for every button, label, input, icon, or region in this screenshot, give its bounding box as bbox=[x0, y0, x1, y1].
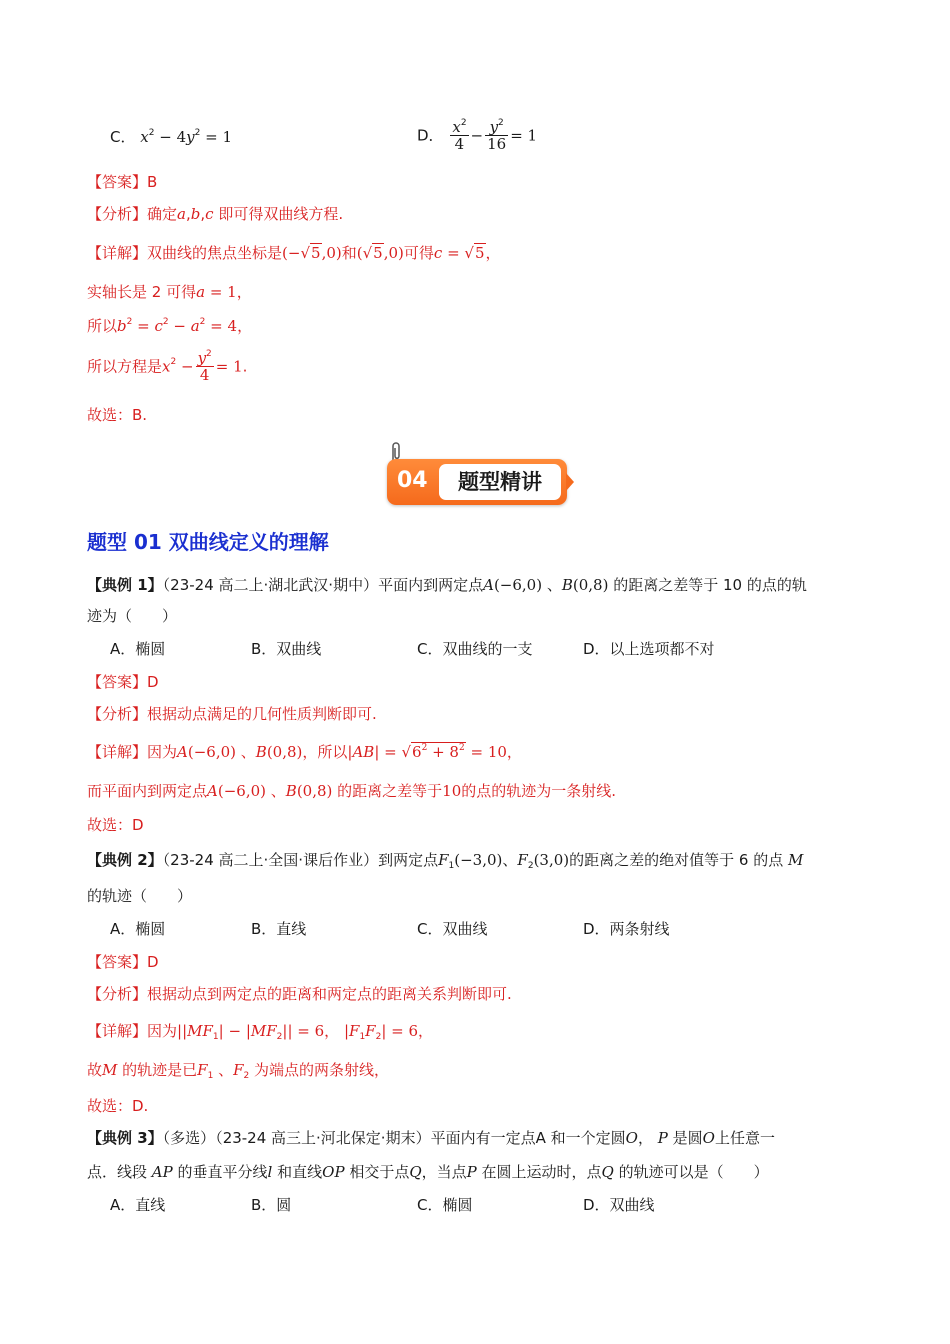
example-2-option-b: B．直线 bbox=[251, 920, 307, 938]
example-3-option-a: A．直线 bbox=[110, 1196, 166, 1214]
example-3-question-cont: 点．线段 AP 的垂直平分线l 和直线OP 相交于点Q，当点P 在圆上运动时，点Q 的轨迹可以是（ ） bbox=[87, 1163, 769, 1181]
detail-line: 而平面内到两定点A(−6,0) 、B(0,8) 的距离之差等于10的点的轨迹为一条射线. bbox=[87, 782, 617, 800]
example-3-question: 【典例 3】（多选）（23-24 高三上·河北保定·期末）平面内有一定点A 和一个定圆O， P 是圆O上任意一 bbox=[87, 1129, 775, 1147]
conclusion-line: 故选：B. bbox=[87, 406, 148, 424]
example-1-option-a: A．椭圆 bbox=[110, 640, 166, 658]
conclusion-line: 故选：D. bbox=[87, 1097, 149, 1115]
section-badge bbox=[382, 440, 572, 510]
detail-line: 实轴长是 2 可得a = 1， bbox=[87, 283, 252, 301]
detail-line: 故M 的轨迹是已$F_1$ 、$F_2$ 为端点的两条射线， bbox=[87, 1061, 390, 1081]
detail-line: 【详解】双曲线的焦点坐标是(−√5,0)和(√5,0)可得c = √5， bbox=[87, 244, 501, 262]
analysis-line: 【分析】根据动点到两定点的距离和两定点的距离关系判断即可. bbox=[87, 985, 512, 1003]
example-3-option-c: C．椭圆 bbox=[417, 1196, 473, 1214]
example-1-question-cont: 迹为（ ） bbox=[87, 607, 178, 625]
answer-line: 【答案】D bbox=[87, 673, 159, 691]
analysis-line: 【分析】确定a,b,c 即可得双曲线方程. bbox=[87, 205, 344, 223]
badge-number: 04 bbox=[397, 468, 428, 493]
option-c-top: C． $x^2 - 4y^2 = 1$ bbox=[110, 128, 232, 146]
example-1-question: 【典例 1】（23-24 高二上·湖北武汉·期中）平面内到两定点A(−6,0) 、B(0,8) 的距离之差等于 10 的点的轨 bbox=[87, 576, 807, 594]
conclusion-line: 故选：D bbox=[87, 816, 144, 834]
detail-line: 【详解】因为$||MF_1| - |MF_2|| = 6$， $|F_1F_2| = 6$， bbox=[87, 1022, 434, 1042]
example-1-option-c: C．双曲线的一支 bbox=[417, 640, 533, 658]
example-3-option-d: D．双曲线 bbox=[583, 1196, 655, 1214]
example-2-option-a: A．椭圆 bbox=[110, 920, 166, 938]
example-3-option-b: B．圆 bbox=[251, 1196, 292, 1214]
example-2-option-d: D．两条射线 bbox=[583, 920, 670, 938]
example-1-option-d: D．以上选项都不对 bbox=[583, 640, 715, 658]
example-2-question-cont: 的轨迹（ ） bbox=[87, 887, 193, 905]
example-2-question: 【典例 2】（23-24 高二上·全国·课后作业）到两定点$F_1(-3,0)$、$F_2(3,0)$的距离之差的绝对值等于 6 的点 M bbox=[87, 851, 804, 871]
detail-line: 所以方程是$x^2$ − $\frac{y^2}{4}$ = 1. bbox=[87, 349, 248, 384]
answer-line: 【答案】D bbox=[87, 953, 159, 971]
analysis-line: 【分析】根据动点满足的几何性质判断即可. bbox=[87, 705, 377, 723]
answer-line: 【答案】B bbox=[87, 173, 158, 191]
option-d-top: D． $\frac{x^2}{4}$ − $\frac{y^2}{16}$ = 1 bbox=[417, 118, 538, 153]
example-2-option-c: C．双曲线 bbox=[417, 920, 488, 938]
detail-line: 所以$b^2 = c^2 - a^2 = 4$， bbox=[87, 317, 253, 335]
section-title: 题型 01 双曲线定义的理解 bbox=[87, 530, 329, 554]
example-1-option-b: B．双曲线 bbox=[251, 640, 322, 658]
detail-line: 【详解】因为A(−6,0) 、B(0,8)，所以$|AB| = √6^2 + 8^2 = 10$， bbox=[87, 743, 522, 761]
badge-title: 题型精讲 bbox=[458, 470, 542, 494]
